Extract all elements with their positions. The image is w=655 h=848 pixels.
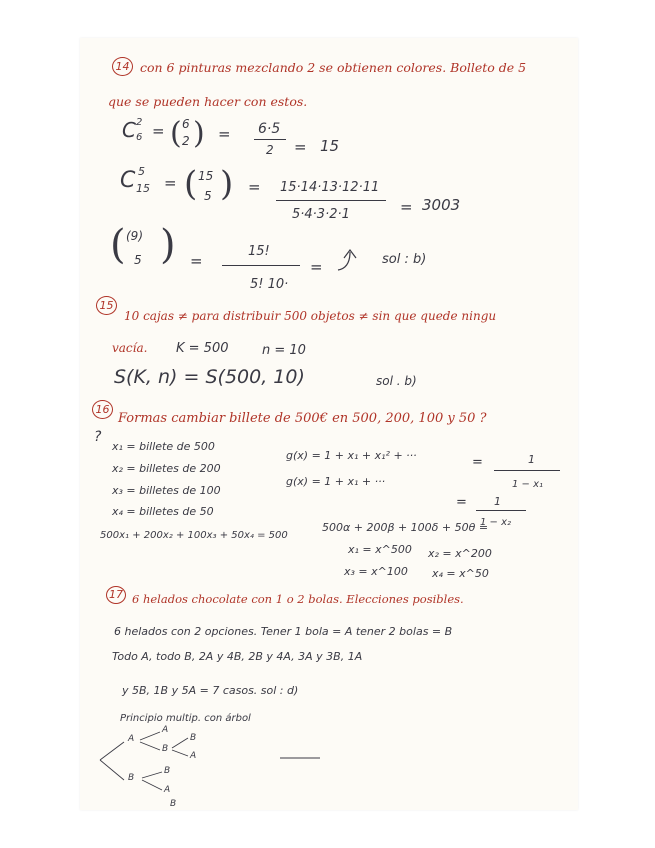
equals-sign: = (248, 178, 261, 196)
comb-subscript: 6 (136, 132, 143, 143)
tree-node: B (128, 773, 135, 783)
binom-top: 6 (182, 117, 190, 131)
fraction-numerator: 1 (494, 495, 501, 508)
fraction-numerator: 6·5 (258, 121, 281, 137)
comb-subscript: 15 (136, 182, 150, 195)
tree-node: A (190, 751, 197, 761)
variable-definition: x₁ = billete de 500 (112, 440, 215, 453)
fraction-numerator: 15! (248, 244, 270, 259)
problem-17-line: 6 helados con 2 opciones. Tener 1 bola = A tener 2 bolas = B (114, 625, 453, 638)
generating-function: g(x) = 1 + x₁ + x₁² + ··· (286, 449, 417, 462)
fraction-denominator: 1 − x₁ (512, 479, 544, 490)
notebook-page (80, 38, 578, 810)
comb-superscript: 5 (138, 165, 145, 178)
binom-right-paren: ) (220, 164, 234, 204)
fraction-denominator: 5! 10· (250, 277, 289, 292)
equals-sign: = (294, 138, 307, 156)
problem-14-number: 14 (112, 57, 133, 76)
problem-17-line: Todo A, todo B, 2A y 4B, 2B y 4A, 3A y 3B, 1A (112, 650, 363, 663)
equals-sign: = (218, 125, 231, 143)
binom-right-paren: ) (160, 222, 176, 268)
result-value: 15 (320, 137, 340, 155)
fraction-denominator: 2 (266, 143, 274, 157)
binom-top: 15 (198, 169, 214, 183)
problem-16-number: 16 (92, 400, 113, 419)
tree-node: A (164, 785, 171, 795)
problem-15-statement: 10 cajas ≠ para distribuir 500 objetos ≠ sin que quede ningu (124, 309, 497, 323)
problem-14-statement-cont: que se pueden hacer con estos. (108, 94, 308, 109)
fraction-denominator: 1 − x₂ (480, 517, 512, 528)
binom-right-paren: ) (193, 116, 205, 151)
arrow-icon (80, 38, 578, 810)
equals-sign: = (400, 198, 413, 216)
s-formula: S(K, n) = S(500, 10) (114, 366, 305, 388)
binom-top: (9) (126, 229, 143, 243)
equals-sign: = (310, 258, 323, 276)
binom-left-paren: ( (170, 116, 182, 151)
solution-text: sol : b) (382, 252, 427, 267)
tree-node: B (164, 766, 171, 776)
binom-bottom: 2 (182, 134, 190, 148)
binom-left-paren: ( (110, 222, 126, 268)
tree-node: A (128, 734, 135, 744)
solution-text: sol . b) (376, 374, 417, 388)
generating-function: g(x) = 1 + x₁ + ··· (286, 475, 386, 488)
problem-16-statement: Formas cambiar billete de 500€ en 500, 200, 100 y 50 ? (118, 411, 487, 426)
n-equation: n = 10 (262, 343, 306, 358)
problem-17-line: y 5B, 1B y 5A = 7 casos. sol : d) (122, 684, 299, 697)
equals-sign: = (164, 174, 177, 192)
binom-left-paren: ( (184, 164, 198, 204)
problem-15-number: 15 (96, 296, 117, 315)
substitution: x₄ = x^50 (432, 567, 489, 580)
binom-bottom: 5 (134, 253, 142, 267)
variable-definition: x₄ = billetes de 50 (112, 505, 214, 518)
equals-sign: = (472, 455, 483, 470)
problem-17-line: Principio multip. con árbol (120, 713, 251, 724)
equals-sign: = (152, 122, 165, 140)
equals-sign: = (456, 495, 467, 510)
problem-14-statement: con 6 pinturas mezclando 2 se obtienen colores. Bolleto de 5 (140, 60, 527, 75)
problem-17-statement: 6 helados chocolate con 1 o 2 bolas. Elecciones posibles. (132, 592, 464, 606)
problem-15-statement-cont: vacía. (112, 341, 148, 355)
variable-definition: x₂ = billetes de 200 (112, 462, 221, 475)
substitution: x₂ = x^200 (428, 547, 492, 560)
result-value: 3003 (422, 196, 461, 214)
equals-sign: = (190, 252, 203, 270)
variable-definition: x₃ = billetes de 100 (112, 484, 221, 497)
tree-node: A (162, 725, 169, 735)
substitution: x₁ = x^500 (348, 543, 412, 556)
comb-symbol: C (122, 118, 136, 142)
tree-node: B (170, 799, 177, 809)
k-equation: K = 500 (176, 341, 229, 356)
binom-bottom: 5 (204, 189, 212, 203)
tree-node: B (162, 744, 169, 754)
fraction-numerator: 1 (528, 453, 535, 466)
comb-superscript: 2 (136, 117, 143, 128)
comb-symbol: C (120, 168, 136, 193)
fraction-numerator: 15·14·13·12·11 (280, 180, 380, 195)
substitution: x₃ = x^100 (344, 565, 408, 578)
equation-left: 500x₁ + 200x₂ + 100x₃ + 50x₄ = 500 (100, 530, 288, 541)
tree-node: B (190, 733, 197, 743)
question-mark: ? (94, 429, 102, 445)
equation-right: 500α + 200β + 100δ + 50θ = (322, 521, 489, 534)
fraction-denominator: 5·4·3·2·1 (292, 207, 350, 222)
problem-17-number: 17 (106, 586, 126, 604)
